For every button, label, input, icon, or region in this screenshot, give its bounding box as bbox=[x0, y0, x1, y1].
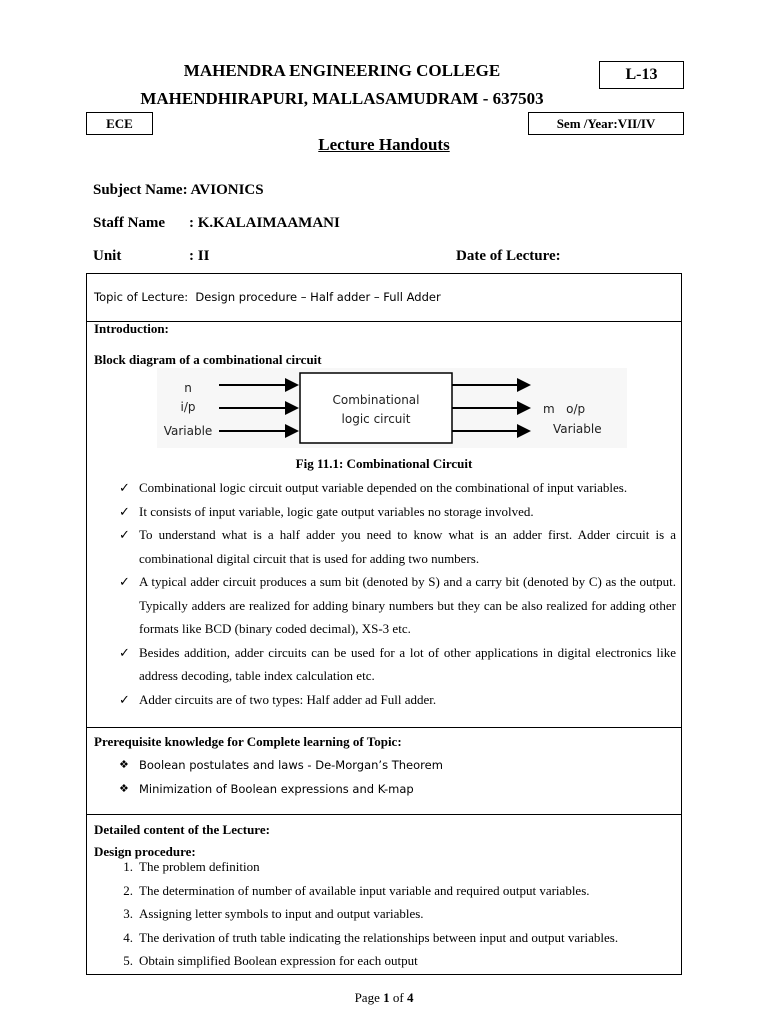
topic-row bbox=[94, 289, 441, 305]
step-number: 2. bbox=[123, 882, 133, 898]
detailed-content-heading: Detailed content of the Lecture: bbox=[94, 822, 270, 837]
design-step-item bbox=[123, 882, 618, 907]
figure-caption: Fig 11.1: Combinational Circuit bbox=[295, 456, 473, 471]
lecture-content-box bbox=[86, 273, 682, 975]
checkmark-icon: ✓ bbox=[119, 480, 130, 495]
logic-circuit-box bbox=[300, 373, 452, 443]
department-badge: ECE bbox=[86, 112, 153, 135]
page-prefix: Page bbox=[354, 990, 380, 1005]
topic-label: Topic of Lecture: bbox=[94, 290, 189, 304]
college-address: MAHENDHIRAPURI, MALLASAMUDRAM - 637503 bbox=[140, 89, 544, 108]
design-steps-list bbox=[123, 859, 619, 977]
diagram-input-n: n bbox=[184, 381, 192, 395]
bullet-text: Combinational logic circuit output variable depended on the combinational of input variables. bbox=[139, 480, 628, 495]
intro-bullet-item bbox=[119, 476, 676, 500]
step-text: Assigning letter symbols to input and output variables. bbox=[139, 906, 424, 921]
checkmark-icon: ✓ bbox=[119, 527, 130, 542]
intro-bullet-item bbox=[119, 641, 676, 688]
checkmark-icon: ✓ bbox=[119, 574, 130, 589]
page-title: Lecture Handouts bbox=[318, 135, 450, 154]
introduction-heading: Introduction: bbox=[94, 321, 169, 336]
introduction-bullet-list bbox=[119, 476, 676, 711]
step-text: The problem definition bbox=[139, 859, 260, 874]
divider bbox=[87, 814, 681, 815]
intro-bullet-item bbox=[119, 570, 676, 641]
divider bbox=[87, 321, 681, 322]
page-total: 4 bbox=[406, 990, 414, 1005]
step-number: 4. bbox=[123, 929, 133, 945]
prerequisite-item bbox=[119, 753, 443, 777]
page-of: of bbox=[392, 990, 404, 1005]
logic-box-line2: logic circuit bbox=[341, 412, 411, 426]
diamond-bullet-icon: ❖ bbox=[119, 758, 129, 771]
sem-year-badge: Sem /Year:VII/IV bbox=[528, 112, 684, 135]
diagram-output-mop: m o/p bbox=[543, 402, 586, 416]
bullet-text: To understand what is a half adder you need to know what is an adder first. Adder circuit is a combinational digital circuit that is used for adding two numbers. bbox=[139, 527, 676, 566]
intro-bullet-item bbox=[119, 523, 676, 570]
staff-value: : K.KALAIMAAMANI bbox=[189, 215, 340, 231]
prerequisite-text: Minimization of Boolean expressions and K-map bbox=[139, 782, 414, 796]
prerequisite-item bbox=[119, 777, 443, 801]
page-footer bbox=[0, 990, 768, 1006]
block-diagram-heading: Block diagram of a combinational circuit bbox=[94, 352, 322, 367]
checkmark-icon: ✓ bbox=[119, 644, 130, 660]
divider bbox=[87, 727, 681, 728]
page-number: 1 bbox=[383, 990, 390, 1005]
design-step-item bbox=[123, 953, 618, 977]
step-number: 3. bbox=[123, 906, 133, 921]
subject-row bbox=[93, 182, 264, 199]
staff-label: Staff Name bbox=[93, 215, 166, 231]
lecture-code-badge: L-13 bbox=[599, 61, 684, 89]
unit-label: Unit bbox=[93, 248, 122, 264]
bullet-text: Adder circuits are of two types: Half adder ad Full adder. bbox=[139, 691, 437, 707]
logic-box-line1: Combinational bbox=[332, 393, 420, 407]
intro-bullet-item bbox=[119, 500, 676, 524]
step-text: Obtain simplified Boolean expression for each output bbox=[139, 953, 418, 968]
prerequisite-text: Boolean postulates and laws - De-Morgan’s Theorem bbox=[139, 758, 443, 772]
subject-value: AVIONICS bbox=[190, 182, 264, 198]
design-step-item bbox=[123, 906, 618, 930]
prerequisite-list bbox=[119, 753, 443, 801]
checkmark-icon: ✓ bbox=[119, 691, 130, 707]
date-label: Date of Lecture: bbox=[456, 248, 561, 264]
step-text: The derivation of truth table indicating the relationships between input and output variables. bbox=[139, 929, 619, 945]
bullet-text: Besides addition, adder circuits can be used for a lot of other applications in digital electronics like address decoding, table index calculation etc. bbox=[139, 644, 676, 683]
checkmark-icon: ✓ bbox=[119, 503, 130, 519]
college-name: MAHENDRA ENGINEERING COLLEGE bbox=[183, 61, 501, 80]
bullet-text: It consists of input variable, logic gate output variables no storage involved. bbox=[139, 503, 534, 519]
step-number: 1. bbox=[123, 859, 133, 874]
design-step-item bbox=[123, 929, 619, 954]
diagram-input-variable: Variable bbox=[163, 424, 213, 438]
combinational-circuit-diagram bbox=[157, 368, 627, 448]
design-step-item bbox=[123, 859, 618, 883]
subject-label: Subject Name: bbox=[93, 182, 188, 198]
step-number: 5. bbox=[123, 953, 133, 968]
diagram-output-variable: Variable bbox=[553, 422, 602, 436]
prerequisite-heading: Prerequisite knowledge for Complete learning of Topic: bbox=[94, 734, 402, 749]
bullet-text: A typical adder circuit produces a sum bit (denoted by S) and a carry bit (denoted by C) as the output. Typically adders are realized for adding binary numbers but they can be also realized for adding other formats like BCD (binary coded decimal), XS-3 etc. bbox=[139, 574, 676, 636]
step-text: The determination of number of available input variable and required output variables. bbox=[139, 882, 590, 898]
diagram-input-ip: i/p bbox=[180, 400, 196, 414]
diamond-bullet-icon: ❖ bbox=[119, 782, 129, 795]
intro-bullet-item bbox=[119, 688, 676, 712]
design-procedure-heading: Design procedure: bbox=[94, 844, 196, 859]
unit-value: : II bbox=[189, 248, 210, 264]
topic-value: Design procedure – Half adder – Full Adder bbox=[195, 290, 441, 304]
